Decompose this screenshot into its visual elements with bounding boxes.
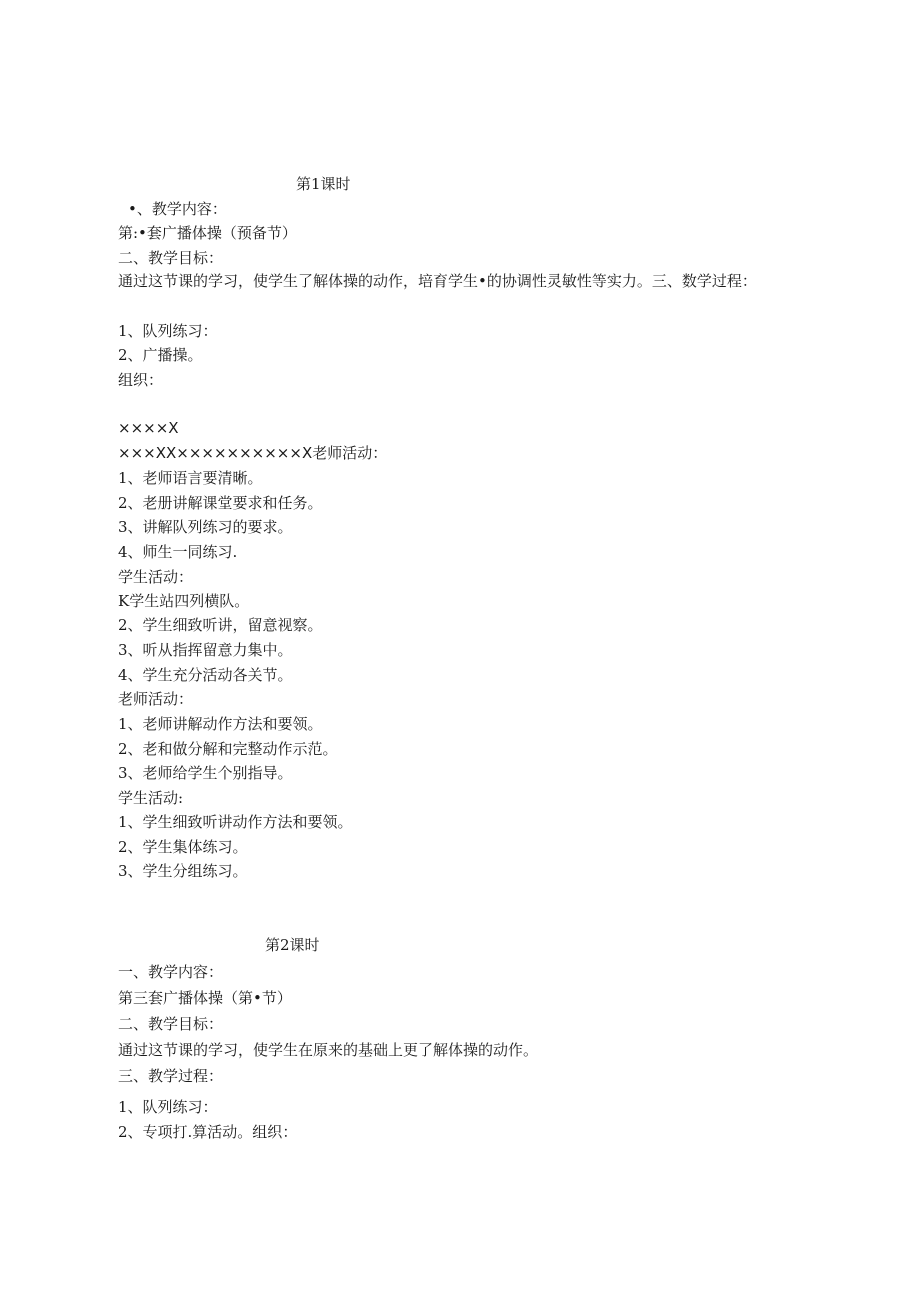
lesson-1-title: 第1课时 (296, 175, 351, 193)
lesson-2-process-2: 2、专项打.算活动。组织： (118, 1123, 298, 1141)
student-activity-item: K学生站四列横队。 (118, 592, 250, 610)
lesson-1-content: 第:•套广播体操（预备节） (118, 224, 297, 242)
teacher-activity-item: 2、老和做分解和完整动作示范。 (118, 740, 338, 758)
lesson-1-goal-text: 通过这节课的学习，使学生了解体操的动作，培育学生•的协调性灵敏性等实力。三、数学过程： (118, 272, 757, 290)
student-activity-item: 1、学生细致听讲动作方法和要领。 (118, 813, 353, 831)
teacher-activity-item: 4、师生一同练习. (118, 543, 238, 561)
lesson-2-process-1: 1、队列练习： (118, 1098, 218, 1116)
formation-row-1: ××××X (118, 419, 179, 437)
teacher-activity-item: 3、老师给学生个别指导。 (118, 764, 293, 782)
lesson-2-goal-heading: 二、教学目标： (118, 1015, 224, 1033)
student-activity-heading: 学生活动: (118, 789, 184, 807)
lesson-2-content-heading: 一、教学内容： (118, 963, 224, 981)
lesson-2-goal-text: 通过这节课的学习，使学生在原来的基础上更了解体操的动作。 (118, 1041, 539, 1059)
student-activity-heading: 学生活动： (118, 568, 194, 586)
teacher-activity-item: 2、老册讲解课堂要求和任务。 (118, 494, 323, 512)
student-activity-item: 2、学生集体练习。 (118, 838, 248, 856)
teacher-activity-item: 3、讲解队列练习的要求。 (118, 518, 293, 536)
teacher-activity-item: 1、老师语言要清晰。 (118, 469, 263, 487)
lesson-2-process-heading: 三、教学过程： (118, 1067, 224, 1085)
formation-row-2: ×××XX××××××××××X老师活动： (118, 444, 388, 462)
lesson-1-content-heading: •、教学内容： (128, 200, 227, 218)
lesson-2-content: 第三套广播体操（第•节） (118, 989, 292, 1007)
lesson-1-process-2: 2、广播操。 (118, 346, 203, 364)
lesson-1-goal-heading: 二、教学目标： (118, 249, 224, 267)
teacher-activity-item: 1、老师讲解动作方法和要领。 (118, 715, 323, 733)
teacher-activity-heading: 老师活动： (118, 690, 194, 708)
student-activity-item: 3、学生分组练习。 (118, 862, 248, 880)
lesson-2-title: 第2课时 (265, 936, 320, 954)
student-activity-item: 4、学生充分活动各关节。 (118, 666, 293, 684)
lesson-1-organize: 组织： (118, 371, 164, 389)
student-activity-item: 2、学生细致听讲，留意视察。 (118, 616, 323, 634)
lesson-1-process-1: 1、队列练习： (118, 322, 218, 340)
student-activity-item: 3、听从指挥留意力集中。 (118, 641, 293, 659)
